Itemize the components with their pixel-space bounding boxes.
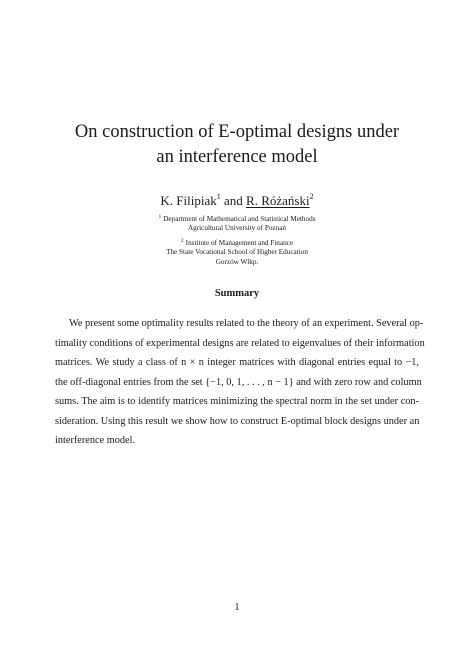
affiliation-1 (40, 213, 434, 234)
summary-line-4: the off-diagonal entries from the set {−1, 0, 1, . . . , n − 1} and with zero row and column (55, 376, 422, 388)
author-2: R. Różański (246, 193, 310, 208)
affiliation-2-line-2: The State Vocational School of Higher Education (166, 248, 308, 257)
summary-heading: Summary (214, 288, 260, 299)
affiliation-1-line-1: $^1$ Department of Mathematical and Statistical Methods (158, 214, 316, 223)
summary-line-3: matrices. We study a class of n × n integer matrices with diagonal entries equal to −1, (55, 357, 419, 368)
summary-line-7: interference model. (55, 435, 136, 446)
summary-line-1: We present some optimality results related to the theory of an experiment. Several op- (69, 318, 424, 329)
author-1: K. Filipiak (160, 193, 217, 208)
title-line-2: an interference model (156, 147, 318, 167)
author-connector: and (224, 193, 243, 208)
affiliation-2-mark: 2 (180, 238, 184, 244)
author-1-affiliation-mark: 1 (216, 192, 221, 201)
author-list (40, 188, 434, 210)
author-2-affiliation-mark: 2 (309, 192, 314, 201)
affiliation-1-mark: 1 (158, 214, 162, 220)
summary-line-2: timality conditions of experimental designs are related to eigenvalues of their information (55, 337, 425, 349)
summary-text (55, 314, 425, 451)
affiliation-2 (40, 237, 434, 267)
summary-line-5: sums. The aim is to identify matrices minimizing the spectral norm in the set under con- (55, 396, 419, 407)
page-number: 1 (234, 602, 240, 613)
summary-line-6: sideration. Using this result we show how to construct E-optimal block designs under an (55, 415, 420, 427)
title-line-1: On construction of E-optimal designs under (74, 122, 400, 142)
affiliation-2-line-3: Gorzów Wlkp. (215, 257, 259, 266)
affiliation-1-line-2: Agricultural University of Poznań (187, 224, 286, 233)
paper-title (40, 120, 434, 170)
affiliation-2-line-1: $^2$ Institute of Management and Finance (180, 238, 294, 247)
